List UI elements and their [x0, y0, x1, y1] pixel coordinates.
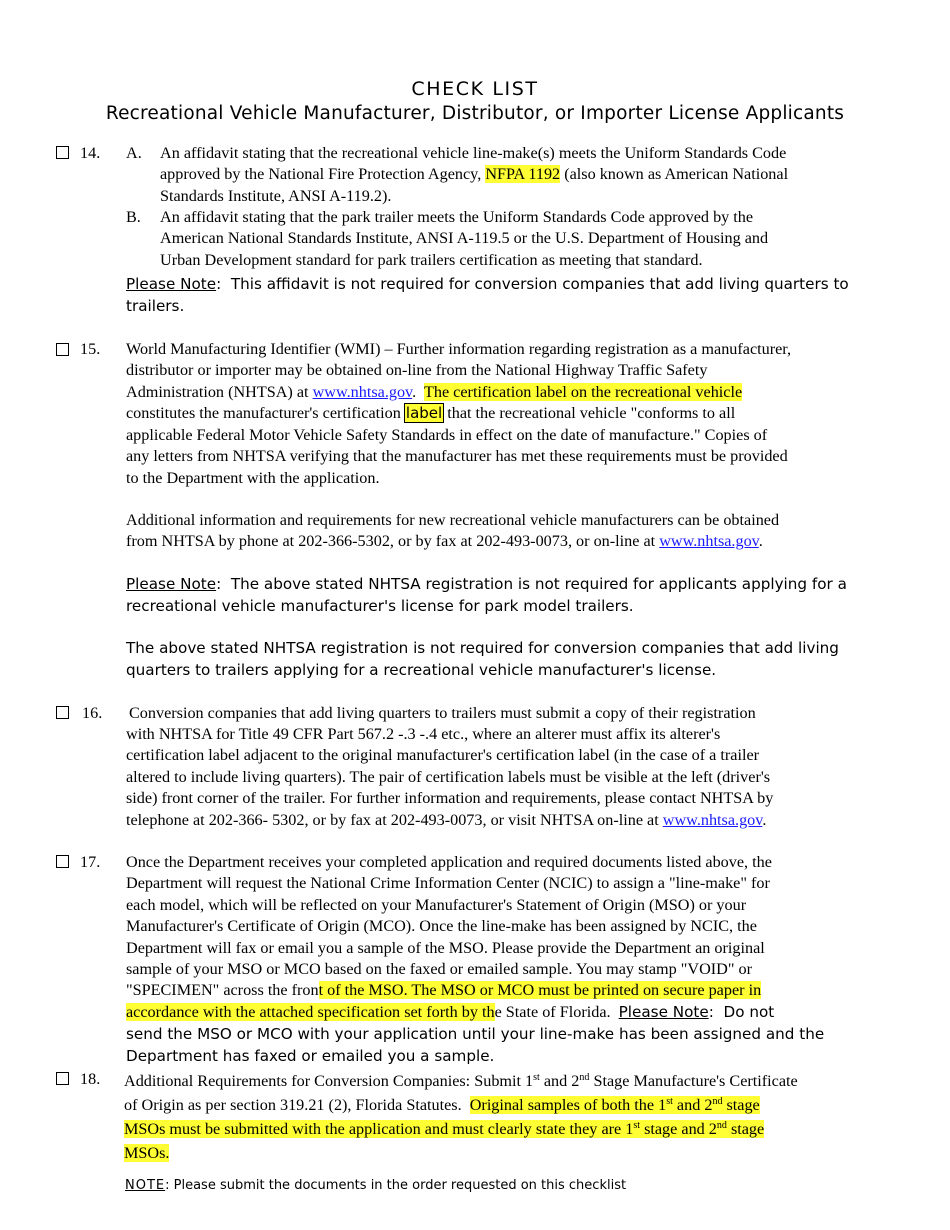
checkbox-item-16[interactable] — [56, 706, 69, 719]
nhtsa-link[interactable]: www.nhtsa.gov — [312, 382, 413, 401]
page-title: CHECK LIST — [411, 78, 539, 100]
item-15-note-2: The above stated NHTSA registration is not required for conversion companies that add living quarters to trailers applying for a recreational vehicle manufacturer's license. — [126, 639, 839, 679]
item-14-option-b: An affidavit stating that the park trailer meets the Uniform Standards Code approved by the American National Standards Institute, ANSI A-119.5 or the U.S. Department of Housing and Urban Development standard for park trailers certification as meeting that standard. — [160, 208, 769, 269]
highlight-mso: t of the MSO. The MSO or MCO must be printed on secure paper in — [318, 981, 762, 1000]
item-number: 14. — [80, 144, 101, 162]
highlight-msos-submitted: MSOs must be submitted with the application and must clearly state they are 1st stage and 2nd stage — [124, 1120, 765, 1138]
item-15-paragraph-2: Additional information and requirements for new recreational vehicle manufacturers can be obtained from NHTSA by phone at 202-366-5302, or by fax at 202-493-0073, or on-line at www.nhtsa.gov. — [126, 511, 780, 551]
highlight-specification: accordance with the attached specification set forth by th — [126, 1002, 495, 1021]
page-subtitle: Recreational Vehicle Manufacturer, Distributor, or Importer License Applicants — [105, 103, 845, 124]
checkbox-item-14[interactable] — [56, 146, 69, 159]
highlight-original-samples: Original samples of both the 1st and 2nd stage — [469, 1096, 760, 1114]
item-17-paragraph: Once the Department receives your completed application and required documents listed above, the Department will request the National Crime Information Center (NCIC) to assign a "line-make" for each model, which will be reflected on your Manufacturer's Statement of Origin (MSO) or your Manufacturer's Certificate of Origin (MCO). Once the line-make has been assigned by NCIC, the Department will fax or email you a sample of the MSO. Please provide the Department an original sample of your MSO or MCO based on the faxed or emailed sample. You may stamp "VOID" or "SPECIMEN" across the front of the MSO. The MSO or MCO must be printed on secure paper in accordance with the attached specification set forth by the State of Florida. Please Note: Do not — [126, 853, 775, 1021]
item-14-option-a-label: A. — [126, 144, 142, 162]
checkbox-item-15[interactable] — [56, 343, 69, 356]
highlight-msos-end: MSOs. — [124, 1144, 170, 1162]
item-16-paragraph: Conversion companies that add living quarters to trailers must submit a copy of their registration — [129, 704, 756, 722]
item-16-paragraph-cont: with NHTSA for Title 49 CFR Part 567.2 -.3 -.4 etc., where an alterer must affix its alterer's certification label adjacent to the original manufacturer's certification label (in the case of a trailer altered to include living quarters). The pair of certification labels must be visible at the left (driver's side) front corner of the trailer. For further information and requirements, please contact NHTSA by telephone at 202-366- 5302, or by fax at 202-493-0073, or visit NHTSA on-line at www.nhtsa.gov. — [126, 725, 774, 829]
item-15-note: Please Note: The above stated NHTSA registration is not required for applicants applying for a recreational vehicle manufacturer's license for park model trailers. — [126, 575, 847, 615]
nhtsa-link[interactable]: www.nhtsa.gov — [659, 532, 759, 551]
item-14-option-a: An affidavit stating that the recreational vehicle line-make(s) meets the Uniform Standards Code approved by the National Fire Protection Agency, NFPA 1192 (also known as American National Standards Institute, ANSI A-119.2). — [160, 144, 789, 205]
item-14-option-b-label: B. — [126, 208, 141, 226]
item-14-note: Please Note: This affidavit is not required for conversion companies that add living quarters to trailers. — [126, 275, 849, 315]
checkbox-item-17[interactable] — [56, 855, 69, 868]
item-number: 16. — [82, 704, 103, 722]
nhtsa-link[interactable]: www.nhtsa.gov — [662, 810, 763, 829]
footer-note-text: : Please submit the documents in the order requested on this checklist — [165, 1178, 627, 1193]
item-18-paragraph: Additional Requirements for Conversion Companies: Submit 1st and 2nd Stage Manufacture's Certificate of Origin as per section 319.21 (2), Florida Statutes. Original samples of both the 1st and 2nd stage MSOs must be submitted with the application and must clearly state they are 1st stage and 2nd stage MSOs. — [124, 1072, 798, 1162]
item-number: 17. — [80, 853, 101, 871]
footer-note-label: NOTE — [125, 1178, 166, 1193]
item-number: 15. — [80, 340, 101, 358]
highlight-certification: The certification label on the recreational vehicle — [423, 382, 743, 401]
checkbox-item-18[interactable] — [56, 1072, 69, 1085]
item-17-paragraph-cont: send the MSO or MCO with your application until your line-make has been assigned and the Department has faxed or emailed you a sample. — [126, 1025, 825, 1065]
item-number: 18. — [80, 1070, 101, 1088]
highlight-label: label — [405, 404, 443, 423]
item-15-paragraph: World Manufacturing Identifier (WMI) – Further information regarding registration as a manufacturer, distributor or importer may be obtained on-line from the National Highway Traffic Safety Administration (NHTSA) at www.nhtsa.gov. The certification label on the recreational vehicle constitutes the manufacturer's certification label that the recreational vehicle "conforms to all applicable Federal Motor Vehicle Safety Standards in effect on the date of manufacture." Copies of any letters from NHTSA verifying that the manufacturer has met these requirements must be provided to the Department with the application. — [126, 340, 792, 487]
footer-note — [125, 1178, 626, 1193]
highlight-nfpa: NFPA 1192 — [485, 165, 561, 184]
